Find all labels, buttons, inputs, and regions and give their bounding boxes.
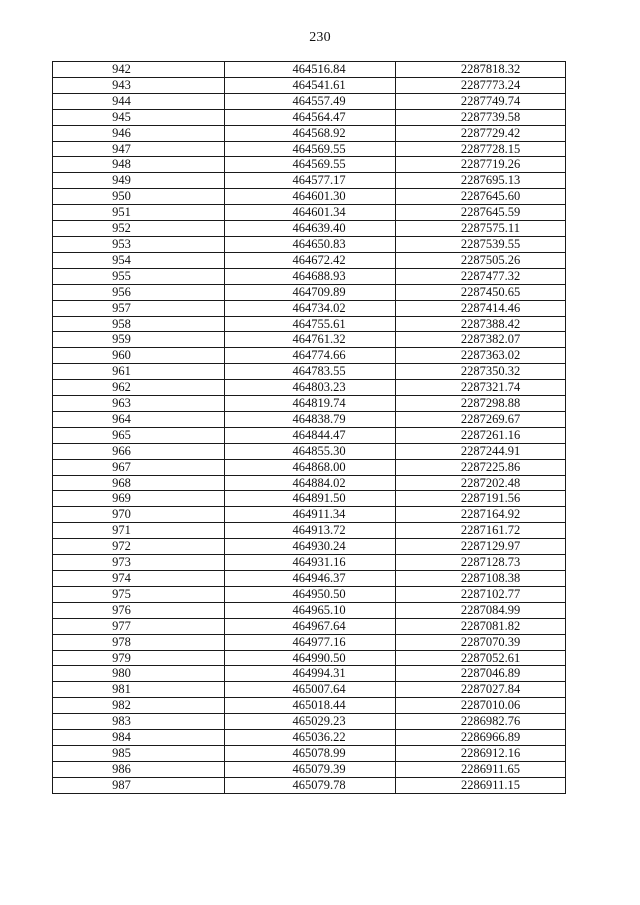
x-coordinate-cell: 464569.55 [225,157,396,173]
table-row [53,332,566,348]
table-row [53,666,566,682]
x-coordinate-cell: 464639.40 [225,221,396,237]
y-coordinate-cell: 2287108.38 [396,571,566,587]
table-row [53,698,566,714]
y-coordinate-cell: 2286911.65 [396,761,566,777]
point-number-cell: 951 [53,205,225,221]
y-coordinate-cell: 2287129.97 [396,539,566,555]
point-number-cell: 959 [53,332,225,348]
x-coordinate-cell: 464990.50 [225,650,396,666]
table-row [53,555,566,571]
x-coordinate-cell: 464977.16 [225,634,396,650]
y-coordinate-cell: 2287477.32 [396,268,566,284]
table-row [53,475,566,491]
y-coordinate-cell: 2287818.32 [396,62,566,78]
x-coordinate-cell: 464541.61 [225,77,396,93]
y-coordinate-cell: 2287321.74 [396,380,566,396]
point-number-cell: 975 [53,586,225,602]
point-number-cell: 969 [53,491,225,507]
point-number-cell: 943 [53,77,225,93]
point-number-cell: 979 [53,650,225,666]
y-coordinate-cell: 2287084.99 [396,602,566,618]
point-number-cell: 978 [53,634,225,650]
x-coordinate-cell: 464557.49 [225,93,396,109]
point-number-cell: 981 [53,682,225,698]
table-row [53,221,566,237]
y-coordinate-cell: 2287269.67 [396,411,566,427]
point-number-cell: 953 [53,236,225,252]
point-number-cell: 950 [53,189,225,205]
y-coordinate-cell: 2286982.76 [396,714,566,730]
point-number-cell: 980 [53,666,225,682]
x-coordinate-cell: 464650.83 [225,236,396,252]
y-coordinate-cell: 2287261.16 [396,427,566,443]
point-number-cell: 949 [53,173,225,189]
y-coordinate-cell: 2287505.26 [396,252,566,268]
y-coordinate-cell: 2287388.42 [396,316,566,332]
table-row [53,650,566,666]
x-coordinate-cell: 464946.37 [225,571,396,587]
point-number-cell: 956 [53,284,225,300]
x-coordinate-cell: 464931.16 [225,555,396,571]
point-number-cell: 960 [53,348,225,364]
table-row [53,682,566,698]
y-coordinate-cell: 2287363.02 [396,348,566,364]
table-row [53,268,566,284]
table-row [53,316,566,332]
point-number-cell: 957 [53,300,225,316]
table-row [53,157,566,173]
x-coordinate-cell: 464913.72 [225,523,396,539]
y-coordinate-cell: 2287191.56 [396,491,566,507]
x-coordinate-cell: 465029.23 [225,714,396,730]
x-coordinate-cell: 464568.92 [225,125,396,141]
table-row [53,459,566,475]
point-number-cell: 942 [53,62,225,78]
coordinates-table [52,61,566,794]
y-coordinate-cell: 2287161.72 [396,523,566,539]
point-number-cell: 944 [53,93,225,109]
point-number-cell: 974 [53,571,225,587]
table-row [53,93,566,109]
table-row [53,236,566,252]
table-row [53,125,566,141]
x-coordinate-cell: 464755.61 [225,316,396,332]
table-row [53,745,566,761]
table-row [53,205,566,221]
x-coordinate-cell: 465078.99 [225,745,396,761]
point-number-cell: 952 [53,221,225,237]
point-number-cell: 965 [53,427,225,443]
point-number-cell: 958 [53,316,225,332]
y-coordinate-cell: 2287350.32 [396,364,566,380]
point-number-cell: 962 [53,380,225,396]
x-coordinate-cell: 464891.50 [225,491,396,507]
table-row [53,571,566,587]
point-number-cell: 982 [53,698,225,714]
y-coordinate-cell: 2287739.58 [396,109,566,125]
page-number: 230 [309,30,331,45]
point-number-cell: 966 [53,443,225,459]
x-coordinate-cell: 464709.89 [225,284,396,300]
x-coordinate-cell: 464672.42 [225,252,396,268]
x-coordinate-cell: 464803.23 [225,380,396,396]
y-coordinate-cell: 2287070.39 [396,634,566,650]
x-coordinate-cell: 464734.02 [225,300,396,316]
table-row [53,491,566,507]
x-coordinate-cell: 465018.44 [225,698,396,714]
y-coordinate-cell: 2287719.26 [396,157,566,173]
y-coordinate-cell: 2287225.86 [396,459,566,475]
table-row [53,189,566,205]
table-row [53,761,566,777]
table-row [53,109,566,125]
table-row [53,364,566,380]
x-coordinate-cell: 464844.47 [225,427,396,443]
y-coordinate-cell: 2287244.91 [396,443,566,459]
table-row [53,523,566,539]
y-coordinate-cell: 2287773.24 [396,77,566,93]
point-number-cell: 985 [53,745,225,761]
y-coordinate-cell: 2287382.07 [396,332,566,348]
y-coordinate-cell: 2287645.60 [396,189,566,205]
table-row [53,634,566,650]
x-coordinate-cell: 464783.55 [225,364,396,380]
y-coordinate-cell: 2287046.89 [396,666,566,682]
x-coordinate-cell: 464516.84 [225,62,396,78]
table-row [53,77,566,93]
y-coordinate-cell: 2287539.55 [396,236,566,252]
table-row [53,730,566,746]
x-coordinate-cell: 464601.34 [225,205,396,221]
y-coordinate-cell: 2287450.65 [396,284,566,300]
y-coordinate-cell: 2286911.15 [396,777,566,793]
coordinates-table-body [53,62,566,794]
x-coordinate-cell: 464838.79 [225,411,396,427]
point-number-cell: 967 [53,459,225,475]
y-coordinate-cell: 2287695.13 [396,173,566,189]
table-row [53,284,566,300]
x-coordinate-cell: 464761.32 [225,332,396,348]
point-number-cell: 947 [53,141,225,157]
point-number-cell: 977 [53,618,225,634]
x-coordinate-cell: 465036.22 [225,730,396,746]
y-coordinate-cell: 2287128.73 [396,555,566,571]
x-coordinate-cell: 464577.17 [225,173,396,189]
x-coordinate-cell: 464965.10 [225,602,396,618]
table-row [53,777,566,793]
y-coordinate-cell: 2287729.42 [396,125,566,141]
y-coordinate-cell: 2287298.88 [396,396,566,412]
y-coordinate-cell: 2287164.92 [396,507,566,523]
point-number-cell: 964 [53,411,225,427]
table-row [53,62,566,78]
point-number-cell: 973 [53,555,225,571]
table-row [53,411,566,427]
y-coordinate-cell: 2287027.84 [396,682,566,698]
x-coordinate-cell: 465007.64 [225,682,396,698]
table-row [53,714,566,730]
point-number-cell: 948 [53,157,225,173]
y-coordinate-cell: 2287052.61 [396,650,566,666]
table-row [53,443,566,459]
point-number-cell: 976 [53,602,225,618]
y-coordinate-cell: 2286912.16 [396,745,566,761]
x-coordinate-cell: 464967.64 [225,618,396,634]
point-number-cell: 983 [53,714,225,730]
x-coordinate-cell: 464868.00 [225,459,396,475]
x-coordinate-cell: 464819.74 [225,396,396,412]
table-row [53,348,566,364]
table-row [53,507,566,523]
point-number-cell: 963 [53,396,225,412]
y-coordinate-cell: 2287728.15 [396,141,566,157]
table-row [53,396,566,412]
x-coordinate-cell: 465079.78 [225,777,396,793]
point-number-cell: 945 [53,109,225,125]
table-row [53,141,566,157]
x-coordinate-cell: 464774.66 [225,348,396,364]
x-coordinate-cell: 464855.30 [225,443,396,459]
y-coordinate-cell: 2287645.59 [396,205,566,221]
point-number-cell: 971 [53,523,225,539]
y-coordinate-cell: 2287414.46 [396,300,566,316]
y-coordinate-cell: 2286966.89 [396,730,566,746]
y-coordinate-cell: 2287081.82 [396,618,566,634]
table-row [53,300,566,316]
table-row [53,427,566,443]
x-coordinate-cell: 465079.39 [225,761,396,777]
table-row [53,380,566,396]
y-coordinate-cell: 2287102.77 [396,586,566,602]
x-coordinate-cell: 464950.50 [225,586,396,602]
point-number-cell: 984 [53,730,225,746]
point-number-cell: 972 [53,539,225,555]
x-coordinate-cell: 464569.55 [225,141,396,157]
x-coordinate-cell: 464688.93 [225,268,396,284]
table-row [53,586,566,602]
point-number-cell: 986 [53,761,225,777]
x-coordinate-cell: 464930.24 [225,539,396,555]
y-coordinate-cell: 2287202.48 [396,475,566,491]
x-coordinate-cell: 464564.47 [225,109,396,125]
point-number-cell: 961 [53,364,225,380]
y-coordinate-cell: 2287575.11 [396,221,566,237]
point-number-cell: 955 [53,268,225,284]
table-row [53,539,566,555]
x-coordinate-cell: 464994.31 [225,666,396,682]
point-number-cell: 968 [53,475,225,491]
table-row [53,252,566,268]
x-coordinate-cell: 464601.30 [225,189,396,205]
table-row [53,602,566,618]
y-coordinate-cell: 2287010.06 [396,698,566,714]
point-number-cell: 946 [53,125,225,141]
y-coordinate-cell: 2287749.74 [396,93,566,109]
point-number-cell: 954 [53,252,225,268]
x-coordinate-cell: 464911.34 [225,507,396,523]
table-row [53,618,566,634]
point-number-cell: 987 [53,777,225,793]
table-row [53,173,566,189]
point-number-cell: 970 [53,507,225,523]
x-coordinate-cell: 464884.02 [225,475,396,491]
